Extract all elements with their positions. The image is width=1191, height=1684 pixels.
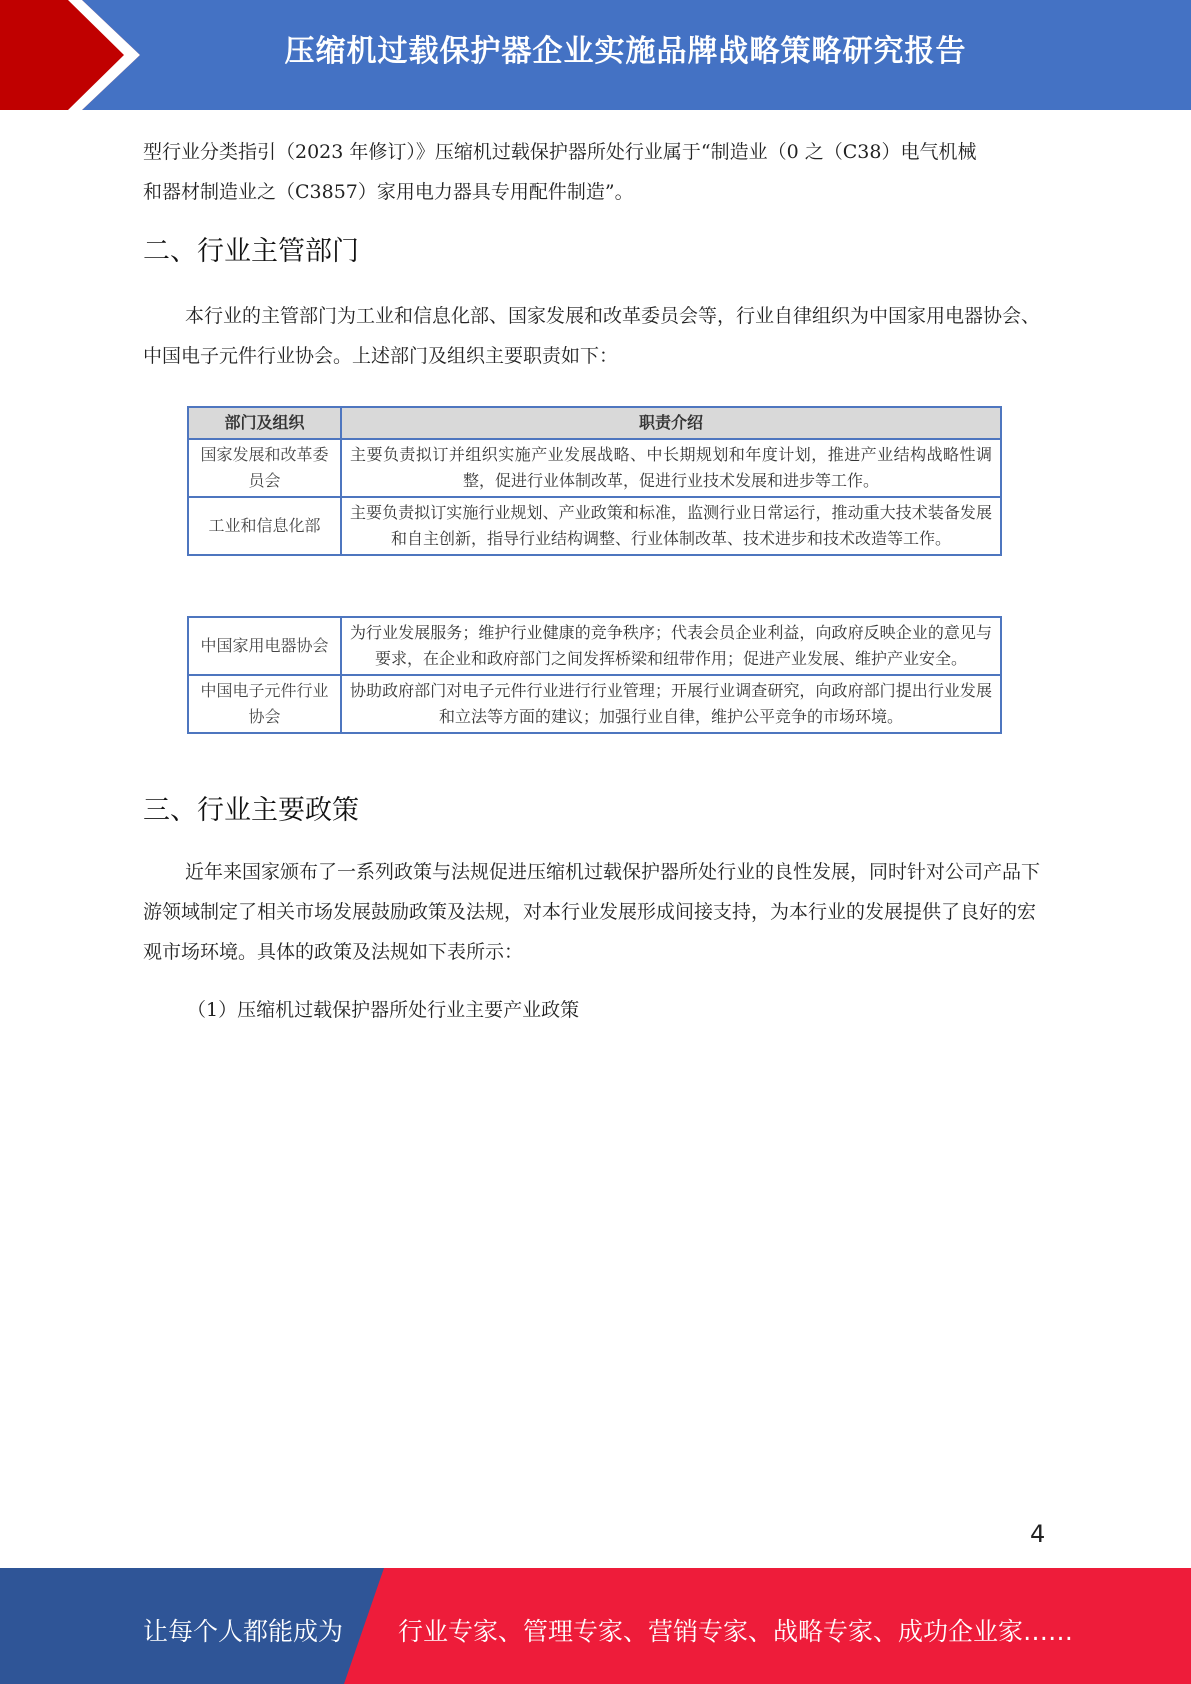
table-row [188, 617, 1001, 675]
table-cell-org: 工业和信息化部 [188, 497, 341, 555]
duty-table-part-2 [187, 616, 1002, 734]
footer-slogan-right: 行业专家、管理专家、营销专家、战略专家、成功企业家…… [398, 1617, 1074, 1646]
intro-line-1: 型行业分类指引（2023 年修订）》压缩机过载保护器所处行业属于“制造业（0 之（C38）电气机械 [143, 141, 977, 163]
duty-table-part-1 [187, 406, 1002, 556]
table-cell-duty: 为行业发展服务；维护行业健康的竞争秩序；代表会员企业利益，向政府反映企业的意见与要求，在企业和政府部门之间发挥桥梁和纽带作用；促进产业发展、维护产业安全。 [341, 617, 1001, 675]
table-cell-org: 国家发展和改革委员会 [188, 439, 341, 497]
section-2-paragraph: 本行业的主管部门为工业和信息化部、国家发展和改革委员会等，行业自律组织为中国家用电器协会、中国电子元件行业协会。上述部门及组织主要职责如下： [143, 305, 1041, 367]
table-row [188, 675, 1001, 733]
report-title: 压缩机过载保护器企业实施品牌战略策略研究报告 [284, 34, 967, 69]
table-cell-org: 中国家用电器协会 [188, 617, 341, 675]
table-header-org: 部门及组织 [188, 407, 341, 439]
intro-line-2: 和器材制造业之（C3857）家用电力器具专用配件制造”。 [143, 181, 634, 203]
page-footer [0, 1568, 1191, 1684]
table-cell-org: 中国电子元件行业协会 [188, 675, 341, 733]
table-cell-duty: 协助政府部门对电子元件行业进行行业管理；开展行业调查研究，向政府部门提出行业发展和立法等方面的建议；加强行业自律，维护公平竞争的市场环境。 [341, 675, 1001, 733]
header-arrow-decoration [0, 0, 160, 110]
intro-paragraph [143, 132, 1048, 212]
section-3-paragraph: 近年来国家颁布了一系列政策与法规促进压缩机过载保护器所处行业的良性发展，同时针对公司产品下游领域制定了相关市场发展鼓励政策及法规，对本行业发展形成间接支持，为本行业的发展提供了良好的宏观市场环境。具体的政策及法规如下表所示： [143, 861, 1041, 963]
table-cell-duty: 主要负责拟订实施行业规划、产业政策和标准，监测行业日常运行，推动重大技术装备发展和自主创新，指导行业结构调整、行业体制改革、技术进步和技术改造等工作。 [341, 497, 1001, 555]
footer-slogan-left: 让每个人都能成为 [143, 1617, 344, 1646]
table-header-duty: 职责介绍 [341, 407, 1001, 439]
table-row [188, 497, 1001, 555]
section-heading-2: 二、行业主管部门 [143, 236, 359, 267]
section-heading-3: 三、行业主要政策 [143, 795, 359, 826]
table-cell-duty: 主要负责拟订并组织实施产业发展战略、中长期规划和年度计划，推进产业结构战略性调整，促进行业体制改革，促进行业技术发展和进步等工作。 [341, 439, 1001, 497]
policy-subheading: （1）压缩机过载保护器所处行业主要产业政策 [187, 999, 580, 1021]
table-header-row [188, 407, 1001, 439]
table-row [188, 439, 1001, 497]
page-number: 4 [1030, 1520, 1046, 1548]
page-header [0, 0, 1191, 110]
